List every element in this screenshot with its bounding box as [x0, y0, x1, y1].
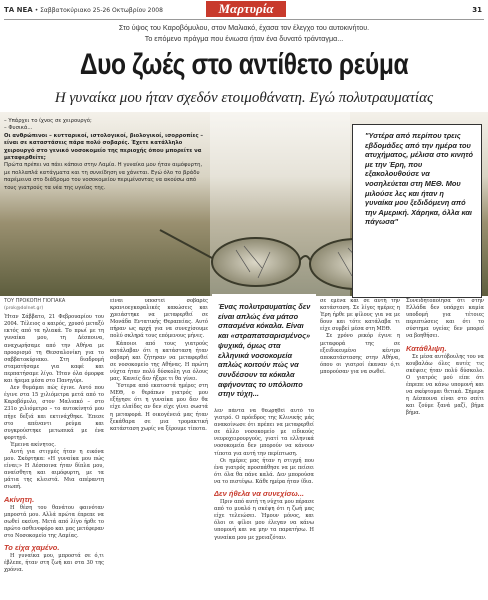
col1-para-5: Η θέση του θανάτου φαινόταν μπροστά μου. Αλλά πρώτα έπρεπε να σωθεί εκείνη. Μετά από λίγο ήρθε το πρώτο ασθενοφόρο και μας μετέφεραν στο Νοσοκομείο της Λαμίας. [4, 504, 104, 539]
article-column-4 [320, 298, 400, 598]
article-column-1 [4, 298, 104, 598]
subheadline: Η γυναίκα μου ήταν σχεδόν ετοιμοθάνατη. Εγώ πολυτραυματίας [54, 90, 434, 106]
kicker-line-2: Το επόμενο πράγμα που ένιωσα ήταν ένα δυνατό τράνταγμα... [144, 34, 344, 43]
pull-quote [212, 294, 316, 406]
col3-subheading: Δεν ήθελα να συνεχίσω... [214, 489, 305, 499]
page-number: 31 [472, 6, 482, 14]
col1-para-6: Η γυναίκα μου, μπροστά σε ό,τι έβλεπε, ήταν στη ζωή και στα 30 της χρόνια. [4, 553, 104, 574]
col2-para-2: Κάποιοι από τους γιατρούς κατάλαβαν ότι η κατάσταση ήταν σοβαρή και ζήτησαν να μεταφερθεί σε νοσοκομείο της Αθήνας. Η πρώτη νύχτα ήταν πολύ δύσκολη για όλους μας. Κανείς δεν ήξερε τι θα γίνει. [110, 340, 208, 383]
section-title: Μαρτυρία [206, 1, 286, 17]
col1-subheading-2: Το είχα χαμένο. [4, 543, 60, 552]
byline-email: (prok@dolnet.gr) [4, 306, 44, 312]
col3-para-3: Πριν από αυτή τη νύχτα μου πέρασε από το μυαλό η σκέψη ότι η ζωή μας είχε τελειώσει. Ήμουν μόνος, και όλοι οι φίλοι μου έλεγαν να κάνω υπομονή και να μην τα παρατήσω. Η γυναίκα μου με χρειαζόταν. [214, 499, 314, 541]
col2-para-3: Ύστερα από εκατοστά ημέρες στη ΜΕΘ, ο θεράπων γιατρός μου εξήγησε ότι η γυναίκα μου δεν θα είχε ελπίδες αν δεν είχε γίνει σωστά η μεταφορά. Η οικογένειά μας ήταν ξεκάθαρα σε μια τρομακτική κατάσταση χωρίς να ξέρουμε τίποτα. [110, 383, 208, 432]
kicker-line-1: Στο ύψος του Καροβόμυλου, στον Μαλιακό, έχασα τον έλεγχο του αυτοκινήτου. [118, 23, 370, 32]
col1-subheading-1: Ακίνητη. [4, 494, 35, 504]
col1-para-4: Αυτή για στιγμές ήταν η εικόνα μου. Σκέφτηκα: «Η γυναίκα μου πώς είναι;» Η Δέσποινα ήταν δίπλα μου, αναίσθητη και αιμόφυρτη, με τα μάτια της κλειστά. Μια απέραντη σιωπή. [4, 448, 104, 491]
col5-para-1: Συνειδητοποίησα ότι στην Ελλάδα δεν υπάρχει καμία υποδομή για τέτοιες περιπτώσεις και ότι το σύστημα υγείας δεν μπορεί να βοηθήσει. [406, 298, 484, 340]
article-column-2 [110, 298, 208, 598]
col4-para-1: σε εμένα και σε αυτή την κατάσταση. Σε λίγες ημέρες η Έρη ήρθε με φίλους για να με δουν και τότε κατάλαβα τι είχε συμβεί μέσα στη ΜΕΘ. [320, 298, 400, 333]
pull-quote-text: Ένας πολυτραυματίας δεν είναι απλώς ένα μάτσο σπασμένα κόκαλα. Είναι και «στραπατσαρισμένος» ψυχικά, όμως στα ελληνικά νοσοκομεία απλώς κοιτούν πώς να συνδέσουν τα κόκαλα αφήνοντας το υπόλοιπο στην τύχη... [218, 302, 311, 399]
issue-date: • Σαββατοκύριακο 25-26 Οκτωβρίου 2008 [34, 7, 163, 14]
header-divider [4, 19, 484, 20]
article-column-5 [406, 298, 484, 598]
col3-para-1: λεν πάντα να θεωρηθεί αυτό το γιατρό. Ο πρόεδρος της Κλινικής μάς ανακοίνωσε ότι πρέπει να μεταφερθεί σε άλλο νοσοκομείο με ειδικούς νευροχειρουργούς, γιατί τα ελληνικά νοσοκομεία δεν μπορούν να κάνουν τίποτα για αυτή την περίπτωση. [214, 408, 314, 457]
callout-box [352, 124, 482, 298]
col5-para-2: Σε μέσα αυτόβουλης του να κουβαλάω όλες αυτές τις σκέψεις ήταν πολύ δύσκολο. Ο γιατρός μού είπε ότι έπρεπε να κάνω υπομονή και να σκέφτομαι θετικά. Σήμερα η Δέσποινα είναι στο σπίτι και ζούμε ξανά μαζί, βήμα βήμα. [406, 353, 484, 417]
paper-name: ΤΑ ΝΕΑ [4, 6, 33, 14]
intro-line-1: – Υπάρχει το ίχνος σε χειρουργό; [4, 118, 92, 124]
byline: ΤΟΥ ΠΡΟΚΟΠΗ ΓΙΟΓΙΑΚΑ [4, 298, 66, 304]
article-column-3 [214, 408, 314, 598]
col2-para-1: είναι υποστεί σοβαρές κρανιοεγκεφαλικές κακώσεις και χρειάστηκε να μεταφερθεί σε Μονάδα Εντατικής Θεραπείας. Αυτό πήραν ως αρχή για να συνεχίσουμε πολύ σκληρά τους επόμενους μήνες. [110, 298, 208, 340]
intro-line-4: Πρώτα πρέπει να πάει κάποιο στην Λαμία. Η γυναίκα μου ήταν αιμόφυρτη, με πολλαπλά κατάγματα και τη συνείδηση να χάνεται. Εγώ όλο το βράδυ παρέμεινα στο διάδρομο του νοσοκομείου περιμένοντας να ακούσω από τους γιατρούς τα νέα της υγείας της. [4, 162, 203, 191]
intro-line-3: Οι ανθρώπινοι – κυτταρικοί, ιστολογικοί, βιολογικοί, ισορροπίες – είναι σε καταστάσεις πάρα πολύ σοβαρές. Έχετε κατάλληλο χειρουργό στο γενικό νοσοκομείο της περιοχής όπου μπορείτε να μεταφερθείτε; [4, 132, 204, 162]
col1-para-1: Ήταν Σάββατο, 21 Φεβρουαρίου του 2004. Τέλειος ο καιρός, χρυσό μεταξύ εκτός από τα ηλιακά. Το πρωί με τη γυναίκα μου, τη Δέσποινα, αναχωρήσαμε από την Αθήνα με προορισμό τη Θεσσαλονίκη για το σαββατοκύριακο. Στη διαδρομή σταματήσαμε για καφέ και περπατήσαμε λίγο. Ήταν όλα όμορφα και ήρεμα μέσα στο Πανηγύρι. [4, 314, 104, 385]
header-left [4, 6, 163, 14]
callout-text: "Υστέρα από περίπου τρεις εβδομάδες από την ημέρα του ατυχήματος, μέλισα στο κινητό με την Έρη, που εξακολουθούσε να νοσηλεύεται στη ΜΕΘ. Μου μιλούσε λες και ήταν η γυναίκα μου ξεδιδόμενη από την Αμερική. Χάρηκα, όλλα και πάγωσα" [365, 131, 473, 227]
col1-para-3: Έμεινα ακίνητος. [10, 441, 56, 448]
intro-line-2: – Φυσικά... [4, 125, 33, 132]
intro-block [4, 118, 209, 192]
col3-para-2: Οι ημέρες μας ήταν η στιγμή που ένα γιατρός προσπάθησε να με πείσει ότι όλα θα πάνε καλά. Δεν μπορούσα να το πιστέψω. Κάθε ημέρα ήταν ίδια. [214, 457, 314, 485]
col4-para-2: Σε χρόνο ρεκόρ έγινε η μεταφορά της σε εξειδικευμένο κέντρο αποκατάστασης στην Αθήνα, όπου οι γιατροί έκαναν ό,τι μπορούσαν για να σωθεί. [320, 333, 400, 375]
col1-para-2: Δεν θυμάμαι πώς έγινε. Αυτό που έγινε στα 15 χιλιόμετρα μετά από το Καροβόμυλο, στον Μαλιακό – στο 231ο χιλιόμετρο – το αυτοκίνητό μου πήγε δεξιά και εκτινάχθηκε. Έπεσε στο απέναντι ρεύμα και συγκρούστηκε μετωπικά με ένα φορτηγό. [4, 385, 104, 441]
col5-subheading: Κατάθλιψη. [406, 343, 447, 353]
headline: Δυο ζωές στο αντίθετο ρεύμα [79, 48, 409, 81]
page-header [0, 0, 488, 20]
